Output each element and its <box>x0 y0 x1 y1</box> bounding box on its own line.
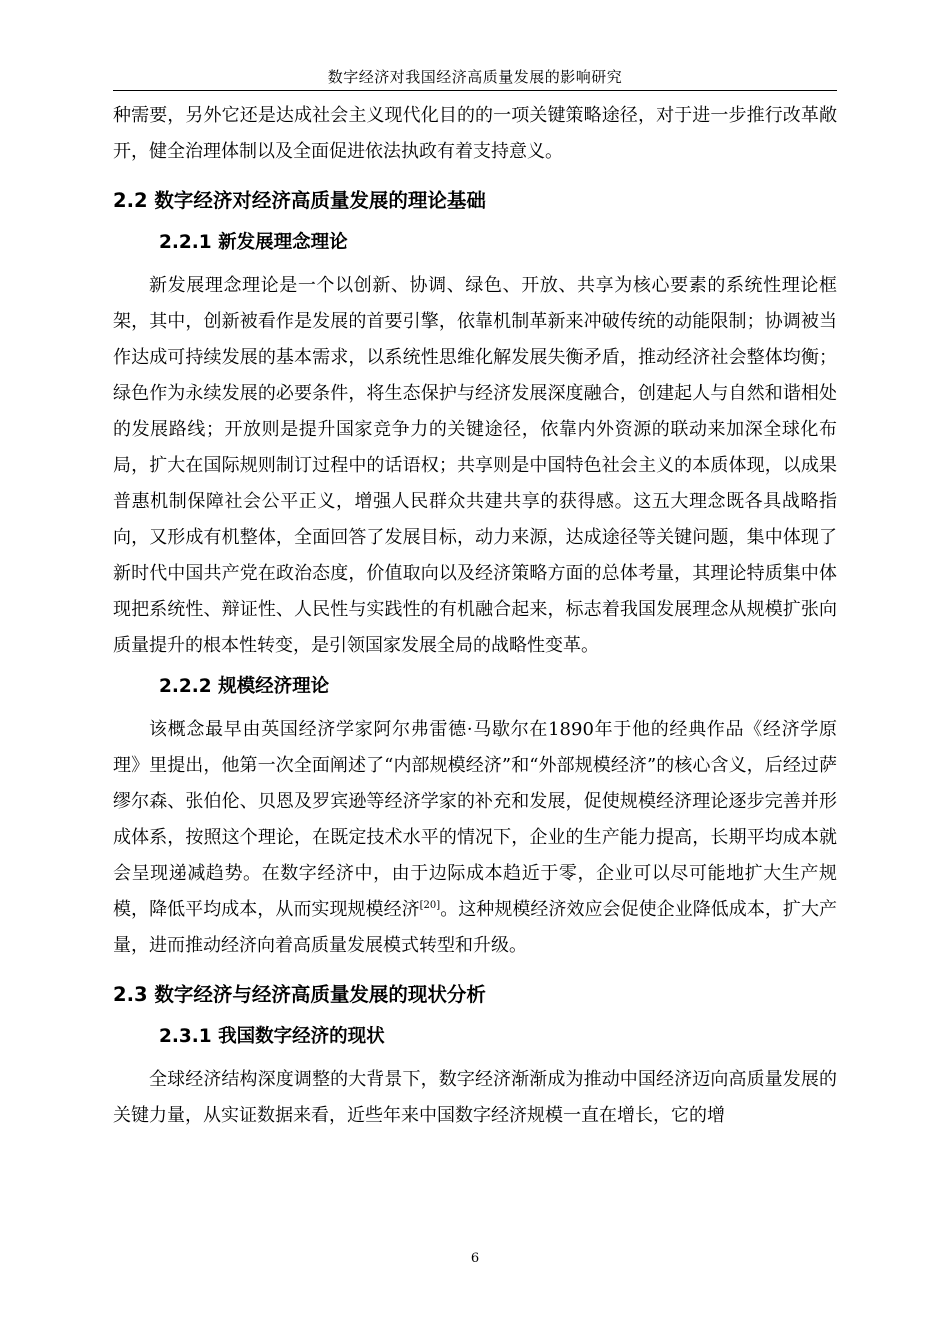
citation-ref: [20] <box>419 900 441 911</box>
paragraph-text: 该概念最早由英国经济学家阿尔弗雷德·马歇尔在1890年于他的经典作品《经济学原理》里提出，他第一次全面阐述了“内部规模经济”和“外部规模经济”的核心含义，后经过萨缪尔森、张伯伦、贝恩及罗宾逊等经济学家的补充和发展，促使规模经济理论逐步完善并形成体系，按照这个理论，在既定技术水平的情况下，企业的生产能力提高，长期平均成本就会呈现递减趋势。在数字经济中，由于边际成本趋近于零，企业可以尽可能地扩大生产规模，降低平均成本，从而实现规模经济 <box>113 719 837 920</box>
paragraph-new-development-concept: 新发展理念理论是一个以创新、协调、绿色、开放、共享为核心要素的系统性理论框架，其中，创新被看作是发展的首要引擎，依靠机制革新来冲破传统的动能限制；协调被当作达成可持续发展的基本需求，以系统性思维化解发展失衡矛盾，推动经济社会整体均衡；绿色作为永续发展的必要条件，将生态保护与经济发展深度融合，创建起人与自然和谐相处的发展路线；开放则是提升国家竞争力的关键途径，依靠内外资源的联动来加深全球化布局，扩大在国际规则制订过程中的话语权；共享则是中国特色社会主义的本质体现，以成果普惠机制保障社会公平正义，增强人民群众共建共享的获得感。这五大理念既各具战略指向，又形成有机整体，全面回答了发展目标，动力来源，达成途径等关键问题，集中体现了新时代中国共产党在政治态度，价值取向以及经济策略方面的总体考量，其理论特质集中体现把系统性、辩证性、人民性与实践性的有机融合起来，标志着我国发展理念从规模扩张向质量提升的根本性转变，是引领国家发展全局的战略性变革。 <box>113 275 837 656</box>
running-header: 数字经济对我国经济高质量发展的影响研究 <box>327 68 623 86</box>
section-heading-2-2: 2.2 数字经济对经济高质量发展的理论基础 <box>113 189 486 212</box>
subsection-heading-2-3-1: 2.3.1 我国数字经济的现状 <box>159 1026 385 1047</box>
paragraph-text-tail: 。这种规模经济效应会促使企业降低成本，扩大产量，进而推动经济向着高质量发展模式转型和升级。 <box>113 899 837 956</box>
section-heading-2-3: 2.3 数字经济与经济高质量发展的现状分析 <box>113 983 486 1006</box>
paragraph-digital-economy-status: 全球经济结构深度调整的大背景下，数字经济渐渐成为推动中国经济迈向高质量发展的关键力量，从实证数据来看，近些年来中国数字经济规模一直在增长，它的增 <box>113 1069 837 1126</box>
page-body <box>113 98 837 1134</box>
subsection-heading-2-2-1: 2.2.1 新发展理念理论 <box>159 232 348 253</box>
paragraph-economies-of-scale <box>113 712 837 964</box>
page-number: 6 <box>470 1251 480 1266</box>
paragraph-continuation: 种需要，另外它还是达成社会主义现代化目的的一项关键策略途径，对于进一步推行改革敞开，健全治理体制以及全面促进依法执政有着支持意义。 <box>113 105 837 162</box>
header-rule <box>113 90 837 91</box>
subsection-heading-2-2-2: 2.2.2 规模经济理论 <box>159 676 330 697</box>
